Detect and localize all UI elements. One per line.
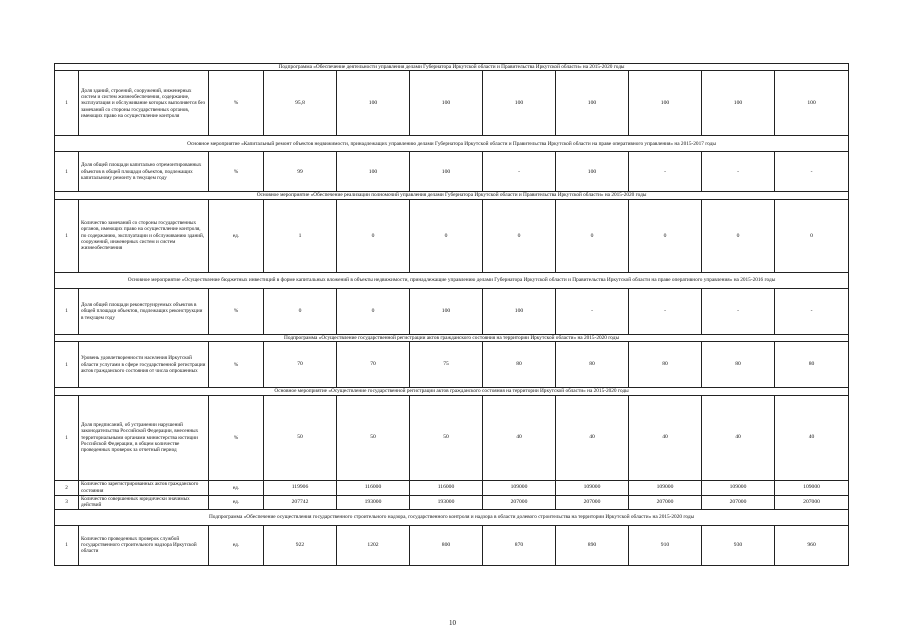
value-cell: 119906 — [264, 480, 337, 495]
section-header: Основное мероприятие «Осуществление государственной регистрации актов гражданского состояния на территории Иркутской области» на 2015-2020 годы — [55, 388, 849, 395]
row-number: 3 — [55, 495, 79, 509]
value-cell: 40 — [629, 395, 702, 480]
table-row — [55, 199, 849, 272]
value-cell: 0 — [337, 288, 410, 334]
value-cell: 960 — [775, 525, 849, 565]
value-cell: 80 — [629, 342, 702, 388]
value-cell: 0 — [629, 199, 702, 272]
value-cell: 0 — [337, 199, 410, 272]
value-cell: 109000 — [556, 480, 629, 495]
unit-cell: ед. — [209, 495, 264, 509]
value-cell: 910 — [629, 525, 702, 565]
value-cell: 0 — [702, 199, 775, 272]
value-cell: 207000 — [702, 495, 775, 509]
table-row — [55, 152, 849, 192]
value-cell: 100 — [410, 152, 483, 192]
value-cell: - — [775, 152, 849, 192]
value-cell: 207000 — [556, 495, 629, 509]
section-header-row — [55, 388, 849, 395]
section-header-row — [55, 272, 849, 288]
unit-cell: % — [209, 395, 264, 480]
section-header-row — [55, 192, 849, 199]
row-number: 1 — [55, 71, 79, 136]
value-cell: 1 — [264, 199, 337, 272]
indicator-name: Доля общей площади капитально отремонтированных объектов в общей площади объектов, подлежащих капитальному ремонту в текущем году — [79, 152, 209, 192]
table-row — [55, 395, 849, 480]
value-cell: 0 — [775, 199, 849, 272]
value-cell: 0 — [410, 199, 483, 272]
row-number: 1 — [55, 342, 79, 388]
value-cell: - — [775, 288, 849, 334]
page-number: 10 — [449, 619, 456, 627]
row-number: 1 — [55, 152, 79, 192]
section-header-row — [55, 136, 849, 152]
value-cell: - — [702, 288, 775, 334]
value-cell: 116000 — [337, 480, 410, 495]
row-number: 1 — [55, 525, 79, 565]
value-cell: 930 — [702, 525, 775, 565]
value-cell: 109000 — [629, 480, 702, 495]
value-cell: 100 — [410, 288, 483, 334]
unit-cell: % — [209, 152, 264, 192]
table-row — [55, 480, 849, 495]
value-cell: 50 — [337, 395, 410, 480]
value-cell: 109000 — [483, 480, 556, 495]
value-cell: 100 — [775, 71, 849, 136]
value-cell: 100 — [702, 71, 775, 136]
value-cell: 80 — [556, 342, 629, 388]
indicator-name: Доля зданий, строений, сооружений, инженерных систем и систем жизнеобеспечения, содержание, эксплуатация и обслуживание которых выполняется без замечаний со стороны государственных органов, имеющих право на осуществление контроля — [79, 71, 209, 136]
value-cell: 99 — [264, 152, 337, 192]
value-cell: 100 — [556, 71, 629, 136]
value-cell: 75 — [410, 342, 483, 388]
indicator-name: Уровень удовлетворенности населения Иркутской области услугами в сфере государственной регистрации актов гражданского состояния от числа опрошенных — [79, 342, 209, 388]
indicator-name: Доля общей площади реконструируемых объектов в общей площади объектов, подлежащих реконструкции в текущем году — [79, 288, 209, 334]
value-cell: 193000 — [410, 495, 483, 509]
section-header-row — [55, 334, 849, 341]
value-cell: 50 — [264, 395, 337, 480]
indicator-name: Доля предписаний, об устранении нарушений законодательства Российской Федерации, внесенных территориальными органами министерства юстиции Российской Федерации, в общем количестве проведенных проверок за отчетный период — [79, 395, 209, 480]
value-cell: 40 — [702, 395, 775, 480]
value-cell: 100 — [337, 71, 410, 136]
value-cell: 40 — [775, 395, 849, 480]
unit-cell: % — [209, 342, 264, 388]
value-cell: 1202 — [337, 525, 410, 565]
unit-cell: % — [209, 71, 264, 136]
row-number: 1 — [55, 199, 79, 272]
value-cell: 207000 — [629, 495, 702, 509]
section-header: Основное мероприятие «Обеспечение реализации полномочий управления делами Губернатора Иркутской области и Правительства Иркутской области» на 2015-2020 годы — [55, 192, 849, 199]
section-header-row — [55, 64, 849, 71]
value-cell: 100 — [410, 71, 483, 136]
unit-cell: % — [209, 288, 264, 334]
value-cell: 193000 — [337, 495, 410, 509]
indicator-name: Количество зарегистрированных актов гражданского состояния — [79, 480, 209, 495]
table-row — [55, 495, 849, 509]
indicators-table — [54, 63, 849, 566]
value-cell: 109000 — [702, 480, 775, 495]
value-cell: 80 — [483, 342, 556, 388]
section-header: Подпрограмма «Обеспечение осуществления государственного строительного надзора, государственного контроля и надзора в области долевого строительства на территории Иркутской области» на 2015-2020 годы — [55, 509, 849, 525]
value-cell: 0 — [483, 199, 556, 272]
value-cell: 0 — [264, 288, 337, 334]
value-cell: 100 — [483, 71, 556, 136]
table-row — [55, 525, 849, 565]
value-cell: - — [702, 152, 775, 192]
section-header: Подпрограмма «Обеспечение деятельности управления делами Губернатора Иркутской области и Правительства Иркутской области» на 2015-2020 годы — [55, 64, 849, 71]
value-cell: 800 — [410, 525, 483, 565]
value-cell: 890 — [556, 525, 629, 565]
value-cell: 207742 — [264, 495, 337, 509]
value-cell: 95,8 — [264, 71, 337, 136]
value-cell: 207000 — [775, 495, 849, 509]
section-header: Основное мероприятие «Капитальный ремонт объектов недвижимости, принадлежащих управлению делами Губернатора Иркутской области и Правительства Иркутской области на праве оперативного управления» на 2015-2017 годы — [55, 136, 849, 152]
section-header: Подпрограмма «Осуществление государственной регистрации актов гражданского состояния на территории Иркутской области» на 2015-2020 годы — [55, 334, 849, 341]
value-cell: 100 — [483, 288, 556, 334]
section-header: Основное мероприятие «Осуществление бюджетных инвестиций в форме капитальных вложений в объекты недвижимости, принадлежащие управлению делами Губернатора Иркутской области и Правительства Иркутской области на праве оперативного управления» на 2015-2016 годы — [55, 272, 849, 288]
value-cell: 70 — [337, 342, 410, 388]
unit-cell: ед. — [209, 525, 264, 565]
value-cell: 40 — [483, 395, 556, 480]
value-cell: - — [629, 152, 702, 192]
indicator-name: Количество совершенных юридически значимых действий — [79, 495, 209, 509]
value-cell: 116000 — [410, 480, 483, 495]
indicator-name: Количество замечаний со стороны государственных органов, имеющих право на осуществление контроля, по содержанию, эксплуатации и обслуживанию зданий, сооружений, инженерных систем и систем жизнеобеспечения — [79, 199, 209, 272]
value-cell: 40 — [556, 395, 629, 480]
value-cell: 100 — [629, 71, 702, 136]
unit-cell: ед. — [209, 480, 264, 495]
value-cell: 80 — [775, 342, 849, 388]
value-cell: 870 — [483, 525, 556, 565]
value-cell: 922 — [264, 525, 337, 565]
value-cell: - — [483, 152, 556, 192]
table-row — [55, 71, 849, 136]
value-cell: 100 — [556, 152, 629, 192]
row-number: 1 — [55, 395, 79, 480]
value-cell: 80 — [702, 342, 775, 388]
indicator-name: Количество проведенных проверок службой государственного строительного надзора Иркутской области — [79, 525, 209, 565]
table-row — [55, 342, 849, 388]
value-cell: 109000 — [775, 480, 849, 495]
value-cell: - — [629, 288, 702, 334]
row-number: 2 — [55, 480, 79, 495]
section-header-row — [55, 509, 849, 525]
row-number: 1 — [55, 288, 79, 334]
value-cell: 50 — [410, 395, 483, 480]
unit-cell: ед. — [209, 199, 264, 272]
value-cell: 207000 — [483, 495, 556, 509]
value-cell: 0 — [556, 199, 629, 272]
table-row — [55, 288, 849, 334]
value-cell: 70 — [264, 342, 337, 388]
value-cell: - — [556, 288, 629, 334]
value-cell: 100 — [337, 152, 410, 192]
